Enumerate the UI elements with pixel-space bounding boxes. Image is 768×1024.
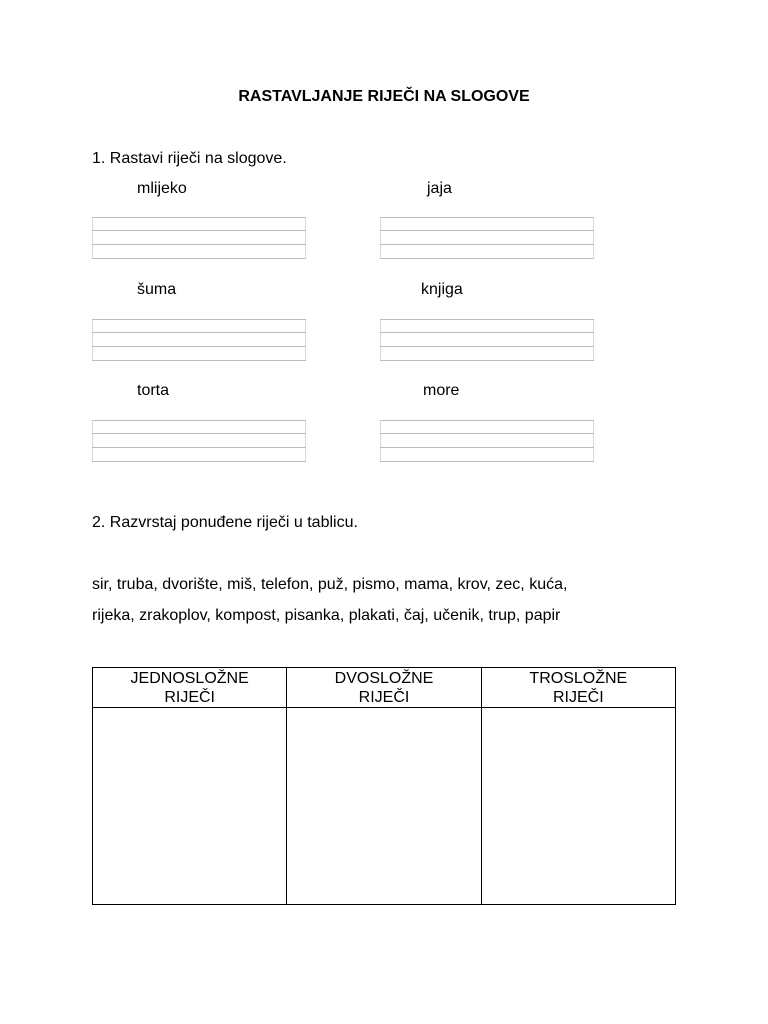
word-list-line-2: rijeka, zrakoplov, kompost, pisanka, plakati, čaj, učenik, trup, papir <box>92 607 561 624</box>
answer-cell-trisyllabic[interactable] <box>481 708 675 905</box>
task-1-instruction: 1. Rastavi riječi na slogove. <box>92 150 287 167</box>
worksheet-title: RASTAVLJANJE RIJEČI NA SLOGOVE <box>238 88 530 105</box>
word-list-line-1: sir, truba, dvorište, miš, telefon, puž, pismo, mama, krov, zec, kuća, <box>92 576 568 593</box>
writing-lines-more[interactable] <box>380 420 594 462</box>
word-jaja: jaja <box>427 180 452 197</box>
header-trisyllabic-line-2: RIJEČI <box>552 688 604 706</box>
header-disyllabic <box>287 668 481 708</box>
writing-lines-mlijeko[interactable] <box>92 217 306 259</box>
answer-cell-monosyllabic[interactable] <box>93 708 287 905</box>
header-trisyllabic-line-1: TROSLOŽNE <box>529 669 628 687</box>
header-monosyllabic-line-2: RIJEČI <box>164 688 215 706</box>
header-disyllabic-line-1: DVOSLOŽNE <box>334 669 434 687</box>
writing-lines-jaja[interactable] <box>380 217 594 259</box>
writing-lines-torta[interactable] <box>92 420 306 462</box>
writing-lines-knjiga[interactable] <box>380 319 594 361</box>
header-monosyllabic-line-1: JEDNOSLOŽNE <box>130 669 249 687</box>
word-mlijeko: mlijeko <box>137 180 187 197</box>
answer-cell-disyllabic[interactable] <box>287 708 481 905</box>
word-more: more <box>423 382 460 399</box>
task-2-instruction: 2. Razvrstaj ponuđene riječi u tablicu. <box>92 514 358 531</box>
word-suma: šuma <box>137 281 177 298</box>
header-monosyllabic <box>93 668 287 708</box>
writing-lines-suma[interactable] <box>92 319 306 361</box>
header-disyllabic-line-2: RIJEČI <box>358 688 410 706</box>
syllable-sort-table <box>92 667 676 905</box>
word-knjiga: knjiga <box>421 281 463 298</box>
word-torta: torta <box>137 382 170 399</box>
header-trisyllabic <box>481 668 675 708</box>
